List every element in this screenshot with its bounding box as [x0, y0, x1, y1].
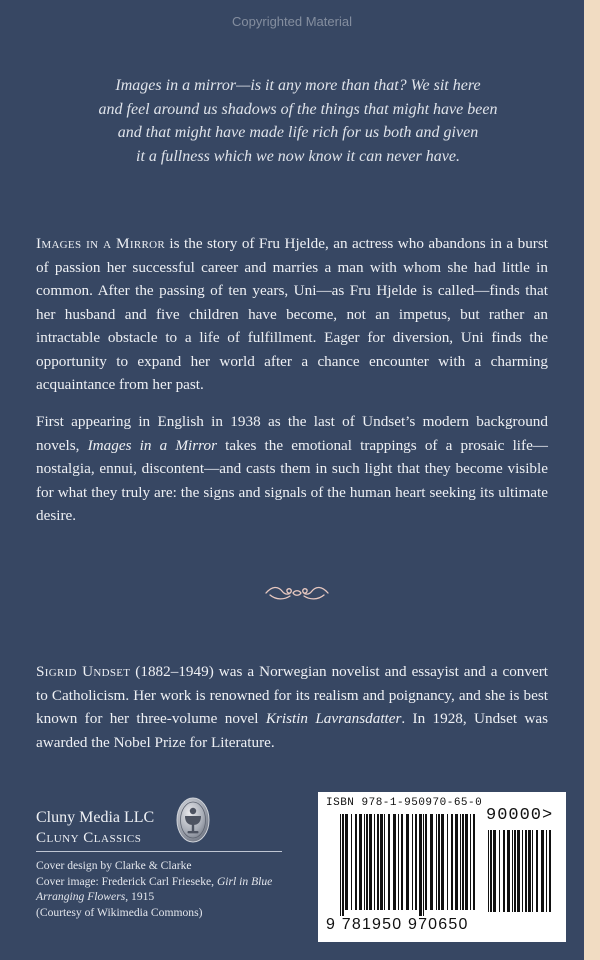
blurb-text: takes the emotional trappings of a prosaic life—nostalgia, ennui, discontent—and casts them in such light that they become visible for what they truly are: the signs and signals of the human heart seeking its ultimate desire.	[36, 436, 548, 524]
painting-title-part-2: Arranging Flowers	[36, 890, 126, 903]
blurb-text: is the story of Fru Hjelde, an actress who abandons in a burst of passion her successful career and marries a man with whom she had little in common. After the passing of ten years, Uni—as Fru Hjelde is called—finds that her husband and five children have become, not an impetus, but rather an intractable obstacle to a life of fulfillment. Eager for diversion, Uni finds the opportunity to expand her world after a chance encounter with a charming acquaintance from her past.	[36, 235, 548, 393]
spine-edge	[584, 0, 600, 960]
credit-image-line-2	[36, 889, 306, 905]
bio-text: . In 1928, Undset was awarded the Nobel Prize for Literature.	[36, 710, 549, 751]
quote-line: and feel around us shadows of the things that might have been	[98, 100, 498, 118]
blurb-paragraph-2	[36, 410, 548, 528]
epigraph-quote	[78, 74, 518, 168]
painting-title-part-1: Girl in Blue	[216, 874, 273, 888]
blurb-paragraph-1	[36, 232, 548, 397]
credit-design: Cover design by Clarke & Clarke	[36, 859, 192, 872]
price-code: 90000>	[486, 806, 554, 825]
ean-digits: 9 781950 970650	[326, 916, 469, 933]
cover-credits	[36, 858, 306, 920]
quote-line: it a fullness which we now know it can never have.	[136, 147, 460, 165]
credit-image-line-1	[36, 874, 306, 890]
quote-line: and that might have made life rich for us both and given	[117, 124, 479, 141]
divider-rule	[36, 851, 282, 852]
chalice-medallion-icon	[176, 797, 210, 843]
publisher-imprint: Cluny Classics	[36, 830, 142, 846]
publisher-name: Cluny Media LLC	[36, 809, 155, 826]
bio-text: (1882–1949) was a Norwegian novelist and essayist and a convert to Catholicism. Her work is renowned for its realism and poignancy, and she is best known for her three-volume novel	[36, 663, 548, 727]
blurb-text: First appearing in English in 1938 as the last of Undset’s modern background novels,	[36, 413, 548, 454]
publisher-block	[36, 808, 154, 848]
quote-line: Images in a mirror—is it any more than that? We sit here	[115, 77, 481, 94]
barcode-bars-icon	[326, 814, 558, 918]
credit-courtesy: (Courtesy of Wikimedia Commons)	[36, 905, 203, 919]
book-title-smallcaps: Images in a Mirror	[36, 235, 165, 252]
copyright-watermark: Copyrighted Material	[232, 14, 352, 29]
book-title-italic: Images in a Mirror	[87, 436, 218, 454]
flourish-ornament-icon	[264, 582, 330, 604]
author-bio	[36, 660, 548, 754]
isbn-label: ISBN 978-1-950970-65-0	[326, 797, 483, 809]
credit-image-prefix: Cover image: Frederick Carl Frieseke,	[36, 874, 217, 888]
painting-year: , 1915	[125, 890, 155, 903]
novel-title-italic: Kristin Lavransdatter	[265, 710, 402, 727]
isbn-barcode	[318, 792, 566, 942]
author-name-smallcaps: Sigrid Undset	[36, 663, 131, 680]
